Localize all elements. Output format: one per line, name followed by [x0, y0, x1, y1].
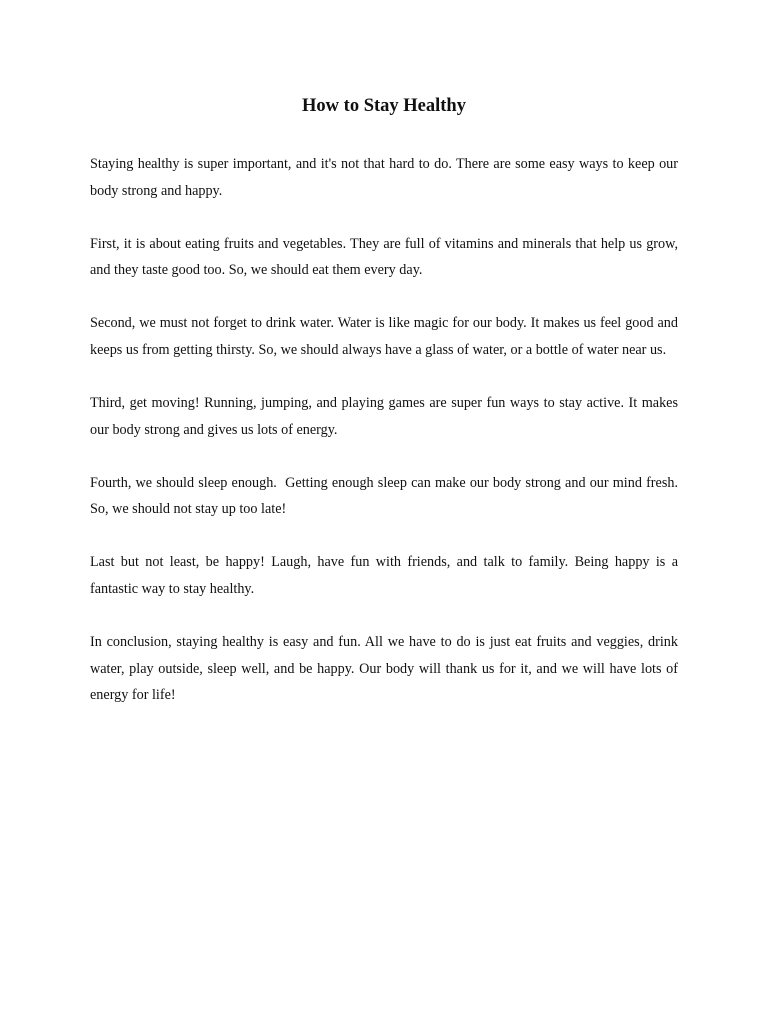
paragraph-conclusion: In conclusion, staying healthy is easy and fun. All we have to do is just eat fruits and veggies, drink water, play outside, sleep well, and be happy. Our body will thank us for it, and we will have lots of energy for life!	[90, 634, 682, 704]
paragraph-sleep: Fourth, we should sleep enough. Getting enough sleep can make our body strong and our mind fresh. So, we should not stay up too late!	[90, 474, 682, 518]
paragraph-water: Second, we must not forget to drink water. Water is like magic for our body. It makes us feel good and keeps us from getting thirsty. So, we should always have a glass of water, or a bottle of water near us.	[90, 315, 682, 358]
paragraph-exercise: Third, get moving! Running, jumping, and playing games are super fun ways to stay active. It makes our body strong and gives us lots of energy.	[90, 395, 682, 438]
paragraph-happiness: Last but not least, be happy! Laugh, have fun with friends, and talk to family. Being happy is a fantastic way to stay healthy.	[90, 554, 682, 598]
page-title: How to Stay Healthy	[302, 96, 466, 116]
document-body	[90, 151, 682, 735]
paragraph-fruits-vegetables: First, it is about eating fruits and vegetables. They are full of vitamins and minerals that help us grow, and they taste good too. So, we should eat them every day.	[90, 235, 682, 279]
paragraph-intro: Staying healthy is super important, and it's not that hard to do. There are some easy ways to keep our body strong and happy.	[90, 156, 682, 199]
